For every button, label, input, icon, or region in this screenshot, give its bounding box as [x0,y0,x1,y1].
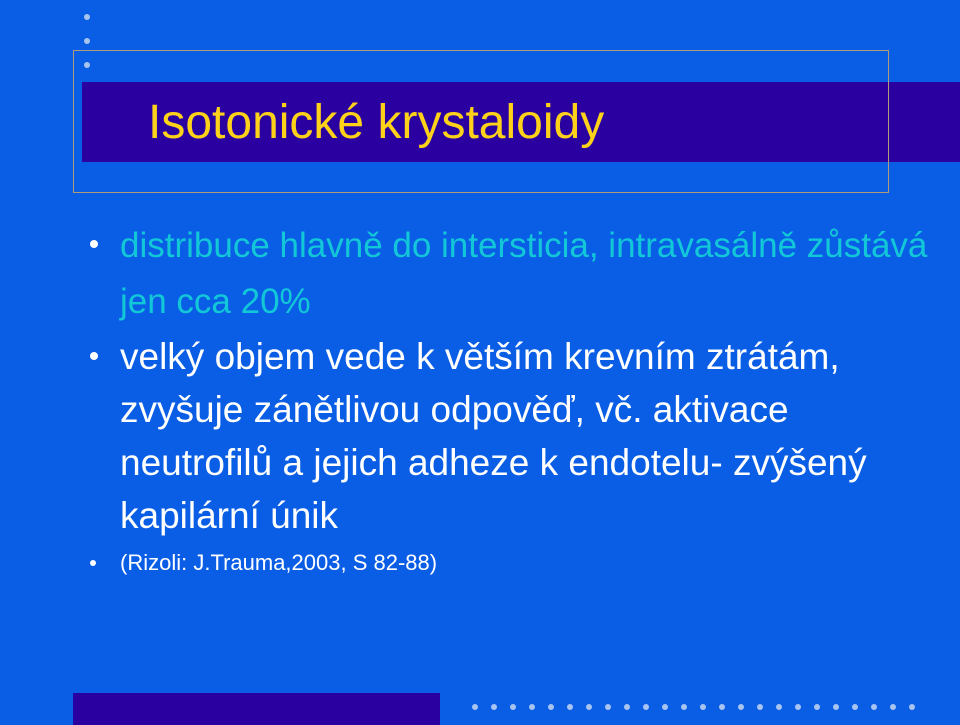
bullet-dot-icon [90,352,98,360]
dot-icon [776,704,782,710]
bullet-item [82,546,942,580]
dot-icon [814,704,820,710]
dot-icon [510,704,516,710]
dot-icon [738,704,744,710]
dot-icon [586,704,592,710]
bullet-item [82,330,942,542]
dot-icon [833,704,839,710]
dot-icon [84,38,90,44]
dot-icon [529,704,535,710]
dot-icon [852,704,858,710]
dot-icon [700,704,706,710]
dot-icon [84,14,90,20]
bullet-dot-icon [90,240,98,248]
dot-icon [491,704,497,710]
bullet-text: distribuce hlavně do intersticia, intravasálně zůstává jen cca 20% [120,226,928,321]
dot-icon [567,704,573,710]
bullet-list [82,218,942,580]
dot-icon [757,704,763,710]
citation-text: (Rizoli: J.Trauma,2003, S 82-88) [120,550,438,575]
dot-icon [472,704,478,710]
bullet-text: velký objem vede k větším krevním ztrátám, zvyšuje zánětlivou odpověď, vč. aktivace neutrofilů a jejich adheze k endotelu- zvýšený kapilární únik [120,336,867,536]
dot-icon [719,704,725,710]
bottom-bar [73,693,440,725]
dot-icon [681,704,687,710]
bullet-item [82,218,942,330]
dot-icon [643,704,649,710]
dot-icon [890,704,896,710]
dot-icon [909,704,915,710]
dot-icon [605,704,611,710]
bullet-dot-icon [90,560,96,566]
dot-icon [624,704,630,710]
dot-icon [548,704,554,710]
dot-icon [871,704,877,710]
slide-title: Isotonické krystaloidy [148,96,605,149]
dot-icon [795,704,801,710]
dot-icon [662,704,668,710]
decorative-dots-bottom [472,704,915,714]
